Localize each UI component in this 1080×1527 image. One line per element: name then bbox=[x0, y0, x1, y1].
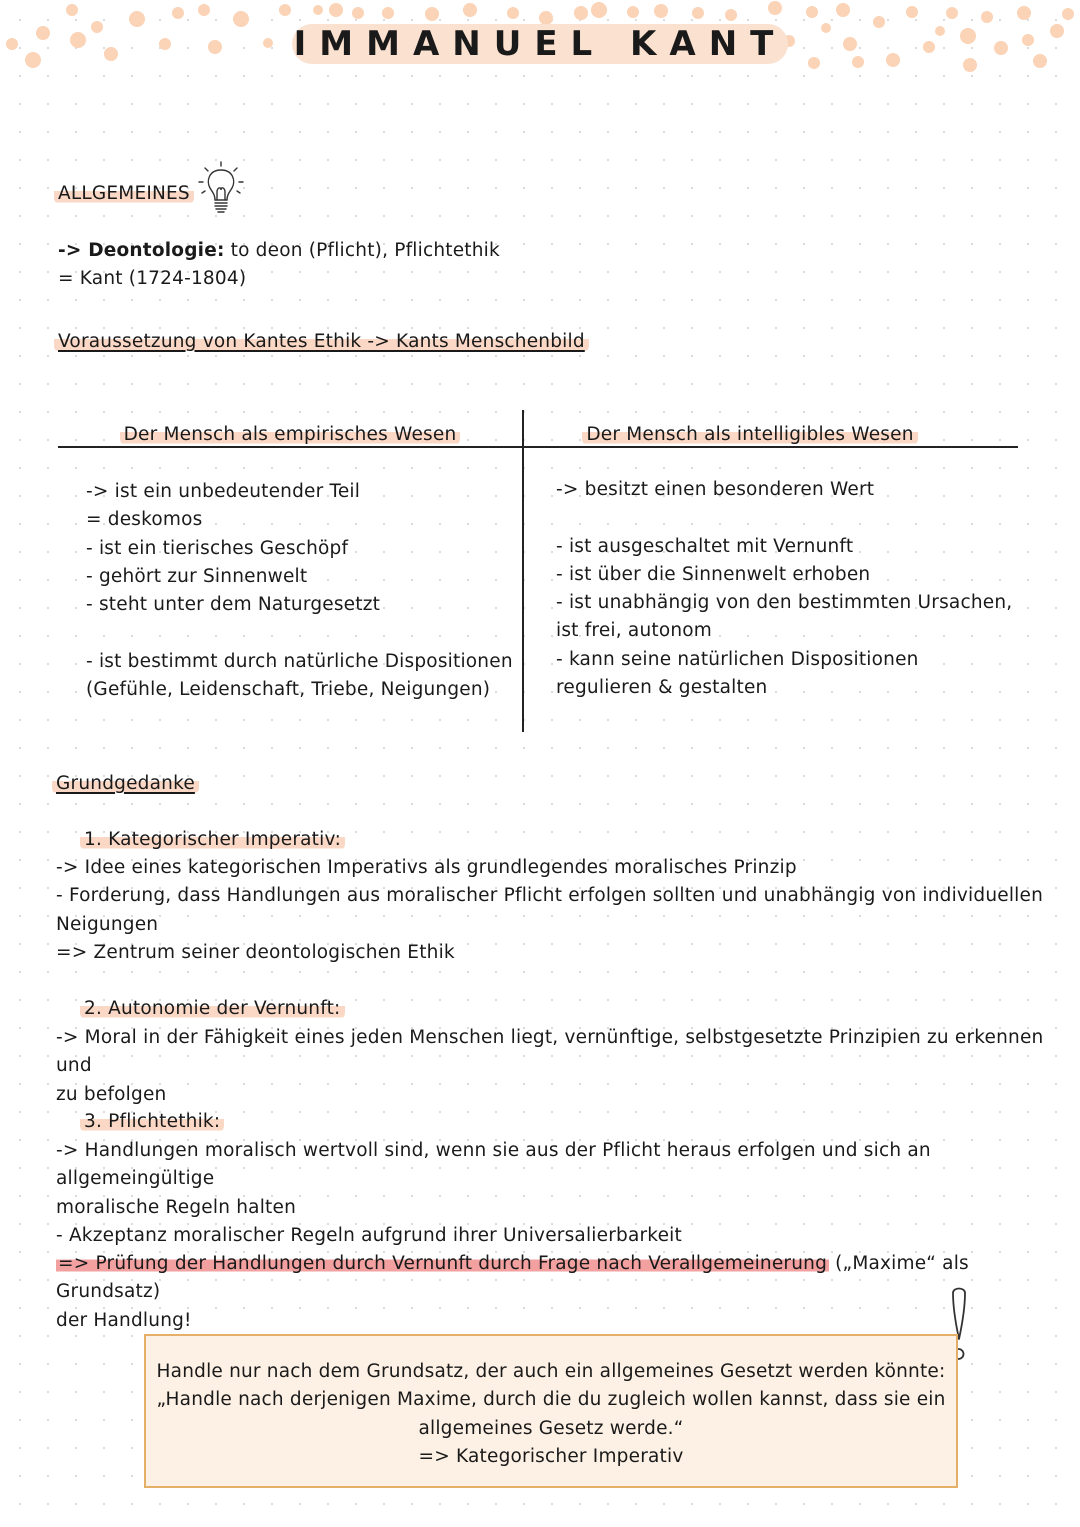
point-body-1 bbox=[56, 854, 1056, 967]
point-body-3 bbox=[56, 1137, 1066, 1250]
list-item: - ist über die Sinnenwelt erhoben bbox=[556, 563, 871, 585]
point-line: => Zentrum seiner deontologischen Ethik bbox=[56, 941, 455, 963]
list-item: (Gefühle, Leidenschaft, Triebe, Neigungen) bbox=[86, 679, 491, 701]
list-item: - kann seine natürlichen Dispositionen bbox=[556, 648, 919, 670]
point-line: - Forderung, dass Handlungen aus moralischer Pflicht erfolgen sollten und unabhängig von individuellen bbox=[56, 885, 1044, 907]
section-heading-grundgedanke: Grundgedanke bbox=[52, 770, 199, 798]
list-item: - ist unabhängig von den bestimmten Ursachen, bbox=[556, 592, 1013, 614]
table-left-header: Der Mensch als empirisches Wesen bbox=[58, 421, 522, 449]
point-line: - Akzeptanz moralischer Regeln aufgrund ihrer Universalierbarkeit bbox=[56, 1224, 682, 1246]
point-heading-3: 3. Pflichtethik: bbox=[80, 1108, 224, 1136]
list-item: -> ist ein unbedeutender Teil bbox=[86, 481, 361, 502]
list-item: -> besitzt einen besonderen Wert bbox=[556, 479, 875, 500]
table-vertical-divider bbox=[522, 410, 524, 732]
kant-dates-line: = Kant (1724-1804) bbox=[58, 268, 247, 289]
box-line: Handle nur nach dem Grundsatz, der auch ein allgemeines Gesetzt werden könnte: bbox=[156, 1361, 946, 1382]
conclusion-rest: („Maxime“ als Grundsatz) bbox=[56, 1253, 969, 1303]
conclusion-line2: der Handlung! bbox=[56, 1309, 192, 1331]
point-heading-2: 2. Autonomie der Vernunft: bbox=[80, 995, 345, 1023]
box-line: „Handle nach derjenigen Maxime, durch die du zugleich wollen kannst, dass sie ein bbox=[156, 1389, 946, 1411]
point-line: -> Idee eines kategorischen Imperativs als grundlegendes moralisches Prinzip bbox=[56, 857, 797, 878]
box-line: => Kategorischer Imperativ bbox=[418, 1445, 684, 1467]
section-heading-voraussetzung: Voraussetzung von Kantes Ethik -> Kants Menschenbild bbox=[54, 328, 589, 356]
list-item: ist frei, autonom bbox=[556, 620, 713, 642]
point-line: zu befolgen bbox=[56, 1083, 167, 1105]
point-line: moralische Regeln halten bbox=[56, 1196, 296, 1218]
conclusion-highlight: => Prüfung der Handlungen durch Vernunft durch Frage nach Verallgemeinerung bbox=[58, 1253, 828, 1274]
list-item bbox=[556, 504, 1016, 532]
categorical-imperative-box bbox=[144, 1334, 958, 1488]
point-line: -> Handlungen moralisch wertvoll sind, wenn sie aus der Pflicht heraus erfolgen und sich an allgemeingültige bbox=[56, 1140, 931, 1190]
box-line: allgemeines Gesetz werde.“ bbox=[418, 1417, 684, 1439]
list-item: - ist ausgeschaltet mit Vernunft bbox=[556, 535, 854, 557]
deontologie-line: -> Deontologie: to deon (Pflicht), Pflichtethik bbox=[58, 240, 500, 261]
table-right-header: Der Mensch als intelligibles Wesen bbox=[524, 421, 976, 449]
point-heading-1: 1. Kategorischer Imperativ: bbox=[80, 826, 345, 854]
table-left-column bbox=[86, 478, 516, 704]
point-line: -> Moral in der Fähigkeit eines jeden Menschen liegt, vernünftige, selbstgesetzte Prinzipien zu erkennen und bbox=[56, 1027, 1044, 1077]
list-item bbox=[86, 619, 516, 647]
conclusion bbox=[56, 1250, 1066, 1335]
lightbulb-icon bbox=[195, 160, 247, 222]
point-line: Neigungen bbox=[56, 913, 159, 935]
list-item: - gehört zur Sinnenwelt bbox=[86, 565, 308, 587]
point-body-2 bbox=[56, 1024, 1066, 1109]
table-right-column bbox=[556, 476, 1016, 702]
section-heading-allgemeines: ALLGEMEINES bbox=[54, 180, 194, 208]
list-item: - ist ein tierisches Geschöpf bbox=[86, 537, 349, 559]
page-title: IMMANUEL KANT bbox=[293, 24, 787, 64]
list-item: = deskomos bbox=[86, 509, 203, 531]
list-item: - steht unter dem Naturgesetzt bbox=[86, 594, 381, 616]
list-item: - ist bestimmt durch natürliche Dispositionen bbox=[86, 650, 513, 672]
list-item: regulieren & gestalten bbox=[556, 677, 768, 699]
